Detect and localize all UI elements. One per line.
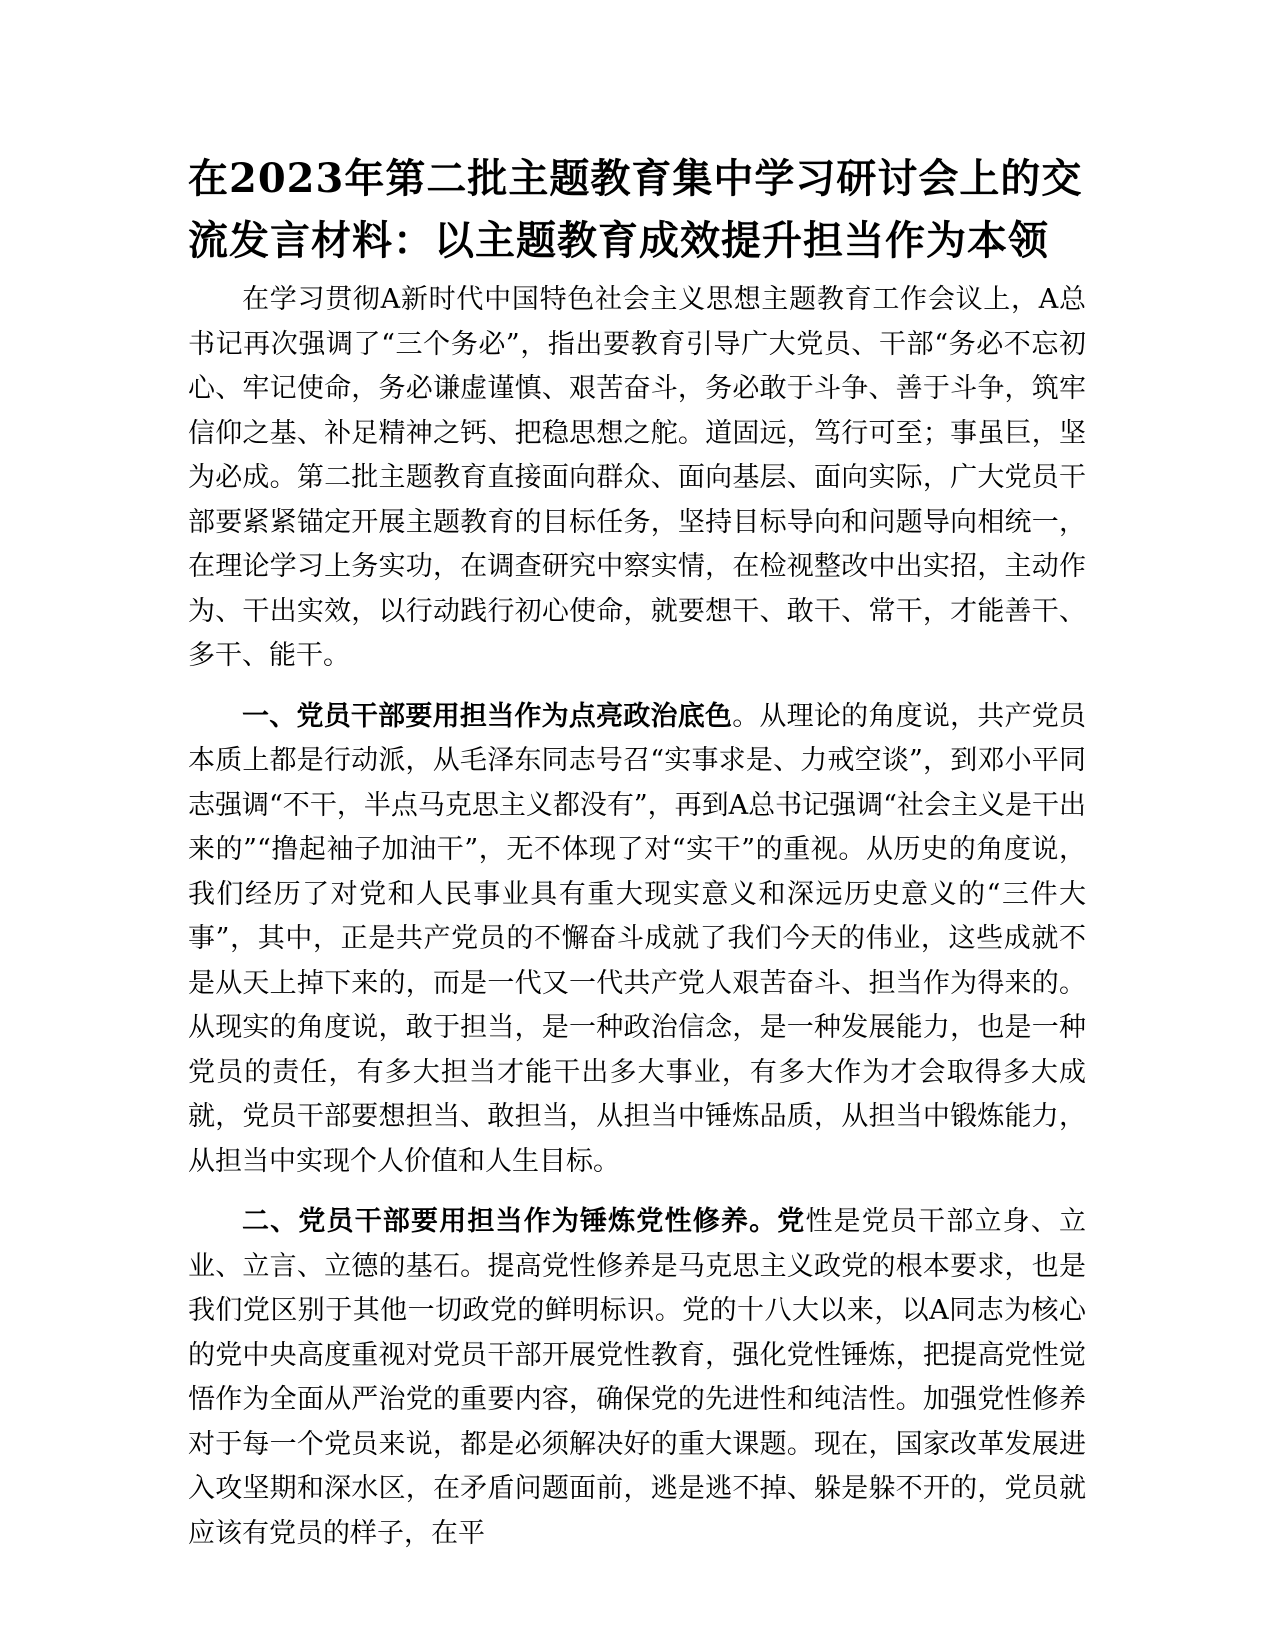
document-page	[188, 148, 1086, 1572]
intro-paragraph: 在学习贯彻A新时代中国特色社会主义思想主题教育工作会议上，A总书记再次强调了“三个务必”，指出要教育引导广大党员、干部“务必不忘初心、牢记使命，务必谦虚谨慎、艰苦奋斗，务必敢于斗争、善于斗争，筑牢信仰之基、补足精神之钙、把稳思想之舵。道固远，笃行可至；事虽巨，坚为必成。第二批主题教育直接面向群众、面向基层、面向实际，广大党员干部要紧紧锚定开展主题教育的目标任务，坚持目标导向和问题导向相统一，在理论学习上务实功，在调查研究中察实情，在检视整改中出实招，主动作为、干出实效，以行动践行初心使命，就要想干、敢干、常干，才能善干、多干、能干。	[188, 284, 1086, 671]
section-heading-1: 一、党员干部要用担当作为点亮政治底色	[242, 700, 733, 732]
section-paragraph-2	[188, 1200, 1086, 1556]
document-title: 在2023年第二批主题教育集中学习研讨会上的交流发言材料：以主题教育成效提升担当作为本领	[188, 155, 1083, 264]
section-body-1: 。从理论的角度说，共产党员本质上都是行动派，从毛泽东同志号召“实事求是、力戒空谈”，到邓小平同志强调“不干，半点马克思主义都没有”，再到A总书记强调“社会主义是干出来的”“撸起袖子加油干”，无不体现了对“实干”的重视。从历史的角度说，我们经历了对党和人民事业具有重大现实意义和深远历史意义的“三件大事”，其中，正是共产党员的不懈奋斗成就了我们今天的伟业，这些成就不是从天上掉下来的，而是一代又一代共产党人艰苦奋斗、担当作为得来的。从现实的角度说，敢于担当，是一种政治信念，是一种发展能力，也是一种党员的责任，有多大担当才能干出多大事业，有多大作为才会取得多大成就，党员干部要想担当、敢担当，从担当中锤炼品质，从担当中锻炼能力，从担当中实现个人价值和人生目标。	[188, 700, 1087, 1177]
section-heading-2: 二、党员干部要用担当作为锤炼党性修养。党	[242, 1206, 806, 1237]
section-paragraph-1	[188, 695, 1086, 1185]
section-body-2: 性是党员干部立身、立业、立言、立德的基石。提高党性修养是马克思主义政党的根本要求，也是我们党区别于其他一切政党的鲜明标识。党的十八大以来，以A同志为核心的党中央高度重视对党员干部开展党性教育，强化党性锤炼，把提高党性觉悟作为全面从严治党的重要内容，确保党的先进性和纯洁性。加强党性修养对于每一个党员来说，都是必须解决好的重大课题。现在，国家改革发展进入攻坚期和深水区，在矛盾问题面前，逃是逃不掉、躲是躲不开的，党员就应该有党员的样子，在平	[188, 1206, 1087, 1549]
